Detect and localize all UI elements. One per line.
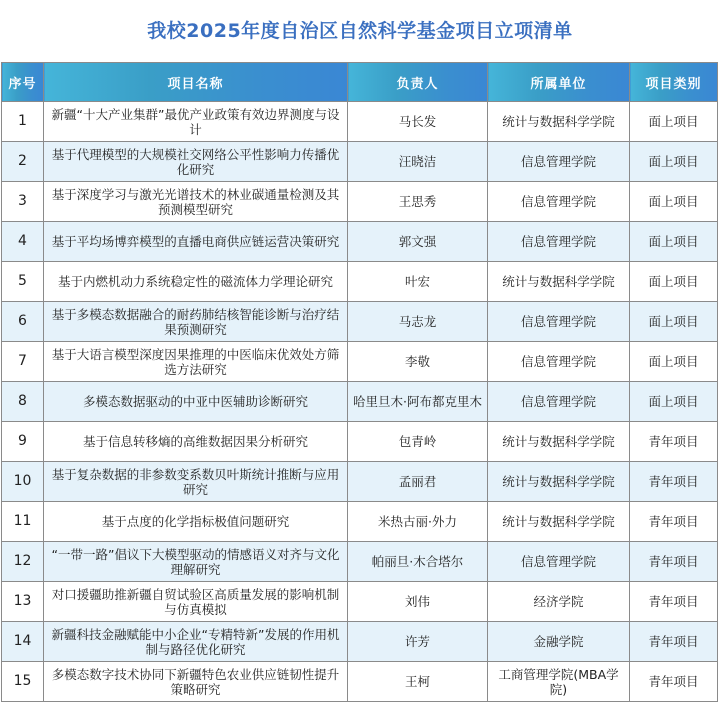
cell-category: 面上项目 — [630, 222, 718, 262]
cell-category: 青年项目 — [630, 542, 718, 582]
cell-number: 2 — [2, 142, 44, 182]
table-header-row — [2, 63, 718, 102]
cell-unit: 信息管理学院 — [488, 182, 630, 222]
table-row — [2, 462, 718, 502]
cell-leader: 包青岭 — [348, 422, 488, 462]
table-row — [2, 502, 718, 542]
table-row — [2, 542, 718, 582]
cell-project-name: 新疆“十大产业集群”最优产业政策有效边界测度与设计 — [44, 102, 348, 142]
header-number: 序号 — [2, 63, 44, 102]
cell-unit: 金融学院 — [488, 622, 630, 662]
cell-leader: 许芳 — [348, 622, 488, 662]
table-row — [2, 302, 718, 342]
cell-number: 6 — [2, 302, 44, 342]
cell-leader: 汪晓洁 — [348, 142, 488, 182]
table-row — [2, 422, 718, 462]
cell-project-name: 基于点度的化学指标极值问题研究 — [44, 502, 348, 542]
cell-category: 青年项目 — [630, 462, 718, 502]
cell-number: 14 — [2, 622, 44, 662]
cell-project-name: 新疆科技金融赋能中小企业“专精特新”发展的作用机制与路径优化研究 — [44, 622, 348, 662]
cell-category: 面上项目 — [630, 342, 718, 382]
cell-number: 9 — [2, 422, 44, 462]
cell-category: 面上项目 — [630, 142, 718, 182]
cell-unit: 统计与数据科学学院 — [488, 102, 630, 142]
cell-project-name: 基于代理模型的大规模社交网络公平性影响力传播优化研究 — [44, 142, 348, 182]
cell-number: 15 — [2, 662, 44, 702]
cell-category: 面上项目 — [630, 262, 718, 302]
table-row — [2, 222, 718, 262]
cell-number: 4 — [2, 222, 44, 262]
cell-unit: 信息管理学院 — [488, 222, 630, 262]
table-body — [2, 102, 718, 702]
cell-number: 1 — [2, 102, 44, 142]
table-row — [2, 662, 718, 702]
cell-leader: 郭文强 — [348, 222, 488, 262]
cell-unit: 经济学院 — [488, 582, 630, 622]
cell-leader: 王思秀 — [348, 182, 488, 222]
cell-project-name: 对口援疆助推新疆自贸试验区高质量发展的影响机制与仿真模拟 — [44, 582, 348, 622]
cell-leader: 李敬 — [348, 342, 488, 382]
table-row — [2, 182, 718, 222]
cell-project-name: 基于深度学习与激光光谱技术的林业碳通量检测及其预测模型研究 — [44, 182, 348, 222]
cell-leader: 马长发 — [348, 102, 488, 142]
table-row — [2, 102, 718, 142]
header-project-name: 项目名称 — [44, 63, 348, 102]
cell-category: 面上项目 — [630, 102, 718, 142]
cell-unit: 信息管理学院 — [488, 302, 630, 342]
cell-unit: 统计与数据科学学院 — [488, 262, 630, 302]
cell-category: 青年项目 — [630, 582, 718, 622]
cell-category: 青年项目 — [630, 502, 718, 542]
cell-number: 10 — [2, 462, 44, 502]
cell-number: 3 — [2, 182, 44, 222]
cell-unit: 信息管理学院 — [488, 142, 630, 182]
table-row — [2, 382, 718, 422]
cell-unit: 信息管理学院 — [488, 542, 630, 582]
table-row — [2, 342, 718, 382]
cell-unit: 信息管理学院 — [488, 382, 630, 422]
header-unit: 所属单位 — [488, 63, 630, 102]
cell-number: 13 — [2, 582, 44, 622]
page-title: 我校2025年度自治区自然科学基金项目立项清单 — [147, 20, 573, 42]
cell-leader: 孟丽君 — [348, 462, 488, 502]
table-row — [2, 582, 718, 622]
cell-unit: 统计与数据科学学院 — [488, 422, 630, 462]
cell-leader: 叶宏 — [348, 262, 488, 302]
cell-number: 5 — [2, 262, 44, 302]
cell-project-name: 基于多模态数据融合的耐药肺结核智能诊断与治疗结果预测研究 — [44, 302, 348, 342]
cell-leader: 米热古丽·外力 — [348, 502, 488, 542]
cell-leader: 哈里旦木·阿布都克里木 — [348, 382, 488, 422]
table-row — [2, 262, 718, 302]
cell-leader: 刘伟 — [348, 582, 488, 622]
cell-category: 面上项目 — [630, 182, 718, 222]
cell-leader: 王柯 — [348, 662, 488, 702]
cell-project-name: 基于大语言模型深度因果推理的中医临床优效处方筛选方法研究 — [44, 342, 348, 382]
cell-project-name: 基于平均场博弈模型的直播电商供应链运营决策研究 — [44, 222, 348, 262]
cell-category: 青年项目 — [630, 662, 718, 702]
cell-number: 8 — [2, 382, 44, 422]
cell-project-name: “一带一路”倡议下大模型驱动的情感语义对齐与文化理解研究 — [44, 542, 348, 582]
cell-category: 面上项目 — [630, 302, 718, 342]
table-row — [2, 622, 718, 662]
cell-leader: 马志龙 — [348, 302, 488, 342]
cell-category: 青年项目 — [630, 622, 718, 662]
cell-category: 面上项目 — [630, 382, 718, 422]
cell-project-name: 多模态数据驱动的中亚中医辅助诊断研究 — [44, 382, 348, 422]
cell-project-name: 基于内燃机动力系统稳定性的磁流体力学理论研究 — [44, 262, 348, 302]
header-leader: 负责人 — [348, 63, 488, 102]
header-category: 项目类别 — [630, 63, 718, 102]
cell-project-name: 基于复杂数据的非参数变系数贝叶斯统计推断与应用研究 — [44, 462, 348, 502]
table-row — [2, 142, 718, 182]
cell-unit: 统计与数据科学学院 — [488, 502, 630, 542]
cell-number: 7 — [2, 342, 44, 382]
cell-leader: 帕丽旦·木合塔尔 — [348, 542, 488, 582]
cell-unit: 信息管理学院 — [488, 342, 630, 382]
cell-number: 12 — [2, 542, 44, 582]
cell-category: 青年项目 — [630, 422, 718, 462]
cell-project-name: 基于信息转移熵的高维数据因果分析研究 — [44, 422, 348, 462]
cell-unit: 工商管理学院(MBA学院) — [488, 662, 630, 702]
cell-unit: 统计与数据科学学院 — [488, 462, 630, 502]
cell-project-name: 多模态数字技术协同下新疆特色农业供应链韧性提升策略研究 — [44, 662, 348, 702]
cell-number: 11 — [2, 502, 44, 542]
project-table — [1, 62, 718, 702]
